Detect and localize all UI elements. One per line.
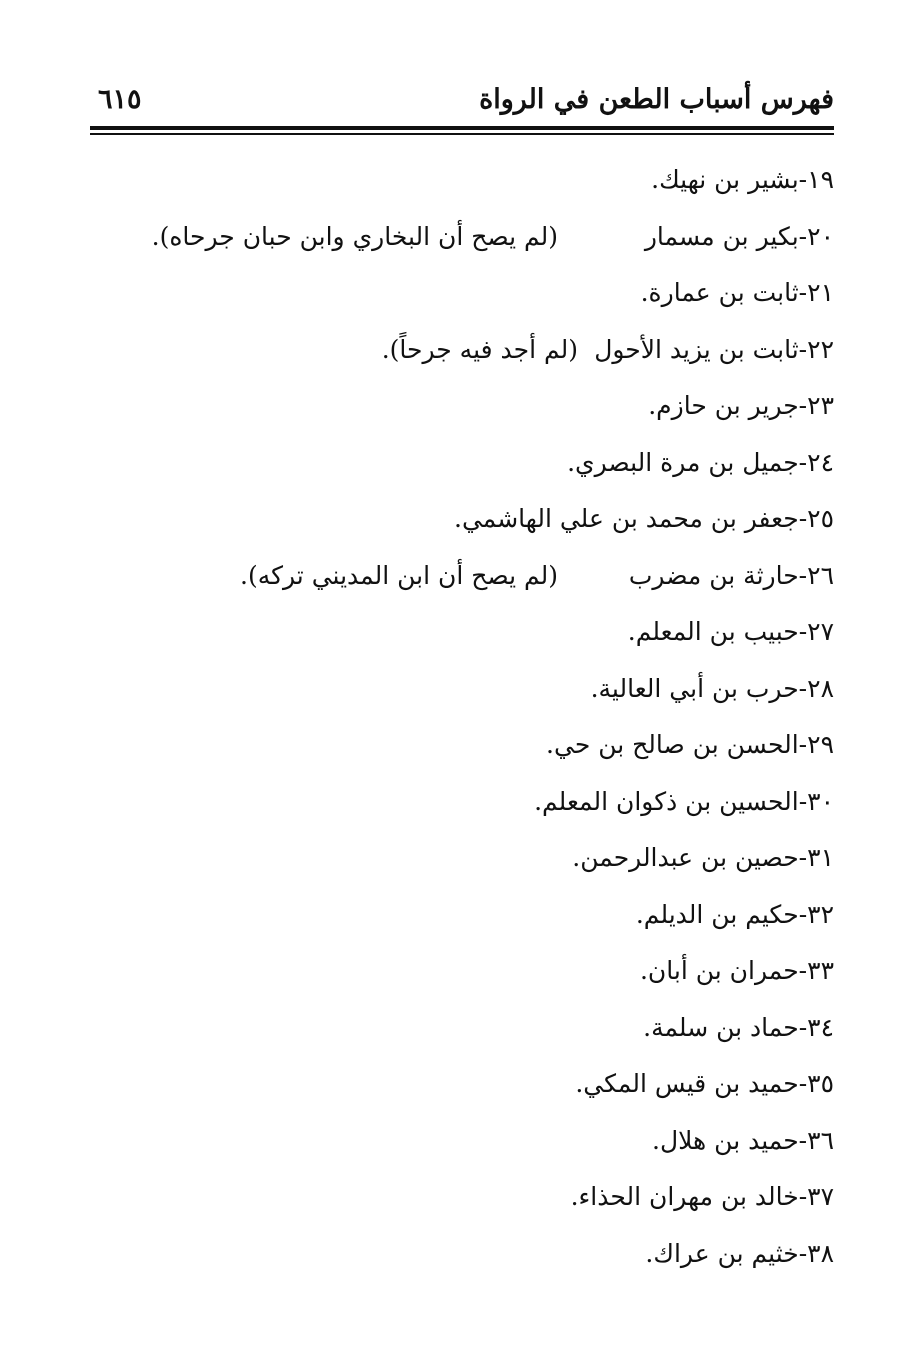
index-entry bbox=[90, 661, 834, 718]
index-entry bbox=[90, 887, 834, 944]
narrator-name: ٢١-ثابت بن عمارة. bbox=[640, 278, 834, 307]
index-entry bbox=[90, 265, 834, 322]
index-entry bbox=[90, 322, 834, 379]
index-entry bbox=[90, 830, 834, 887]
narrator-name: ٢٩-الحسن بن صالح بن حي. bbox=[546, 730, 834, 759]
narrator-name: ٣٨-خثيم بن عراك. bbox=[645, 1238, 834, 1268]
narrator-name: ٣٥-حميد بن قيس المكي. bbox=[575, 1069, 834, 1098]
narrator-name: ٢٦-حارثة بن مضرب bbox=[628, 560, 834, 590]
narrator-name: ٣٧-خالد بن مهران الحذاء. bbox=[570, 1182, 834, 1211]
narrator-name: ٣١-حصين بن عبدالرحمن. bbox=[572, 843, 834, 872]
index-entry bbox=[90, 717, 834, 774]
index-entry bbox=[90, 1113, 834, 1170]
narrator-name: ٢٣-جرير بن حازم. bbox=[648, 391, 834, 420]
narrator-name: ٣٦-حميد بن هلال. bbox=[652, 1125, 834, 1155]
narrator-note: (لم يصح أن ابن المديني تركه). bbox=[240, 560, 558, 590]
narrator-name: ٢٨-حرب بن أبي العالية. bbox=[590, 673, 834, 703]
narrator-name: ٢٤-جميل بن مرة البصري. bbox=[567, 447, 834, 477]
index-entry bbox=[90, 774, 834, 831]
narrator-name: ٣٤-حماد بن سلمة. bbox=[643, 1012, 834, 1042]
page-number: ٦١٥ bbox=[98, 84, 142, 115]
index-entry bbox=[90, 378, 834, 435]
index-entry bbox=[90, 943, 834, 1000]
narrator-name: ٣٢-حكيم بن الديلم. bbox=[635, 899, 834, 929]
index-entry bbox=[90, 1226, 834, 1283]
narrator-index-list bbox=[90, 152, 834, 1282]
narrator-name: ١٩-بشير بن نهيك. bbox=[651, 165, 834, 194]
index-entry bbox=[90, 1000, 834, 1057]
index-entry bbox=[90, 209, 834, 266]
index-entry bbox=[90, 435, 834, 492]
index-entry bbox=[90, 604, 834, 661]
index-entry bbox=[90, 548, 834, 605]
index-entry bbox=[90, 1056, 834, 1113]
index-entry bbox=[90, 491, 834, 548]
running-header bbox=[92, 78, 834, 126]
index-entry bbox=[90, 1169, 834, 1226]
narrator-name: ٢٢-ثابت بن يزيد الأحول bbox=[594, 334, 834, 364]
header-rule-thin bbox=[90, 133, 834, 135]
index-entry bbox=[90, 152, 834, 209]
narrator-name: ٣٣-حمران بن أبان. bbox=[639, 956, 834, 985]
header-rule-thick bbox=[90, 126, 834, 130]
narrator-note: (لم أجد فيه جرحاً). bbox=[381, 334, 578, 364]
narrator-name: ٢٥-جعفر بن محمد بن علي الهاشمي. bbox=[454, 504, 834, 533]
narrator-name: ٣٠-الحسين بن ذكوان المعلم. bbox=[534, 786, 834, 816]
running-header-title: فهرس أسباب الطعن في الرواة bbox=[479, 84, 834, 115]
narrator-name: ٢٠-بكير بن مسمار bbox=[644, 221, 834, 251]
narrator-note: (لم يصح أن البخاري وابن حبان جرحاه). bbox=[151, 221, 558, 251]
narrator-name: ٢٧-حبيب بن المعلم. bbox=[627, 617, 834, 646]
